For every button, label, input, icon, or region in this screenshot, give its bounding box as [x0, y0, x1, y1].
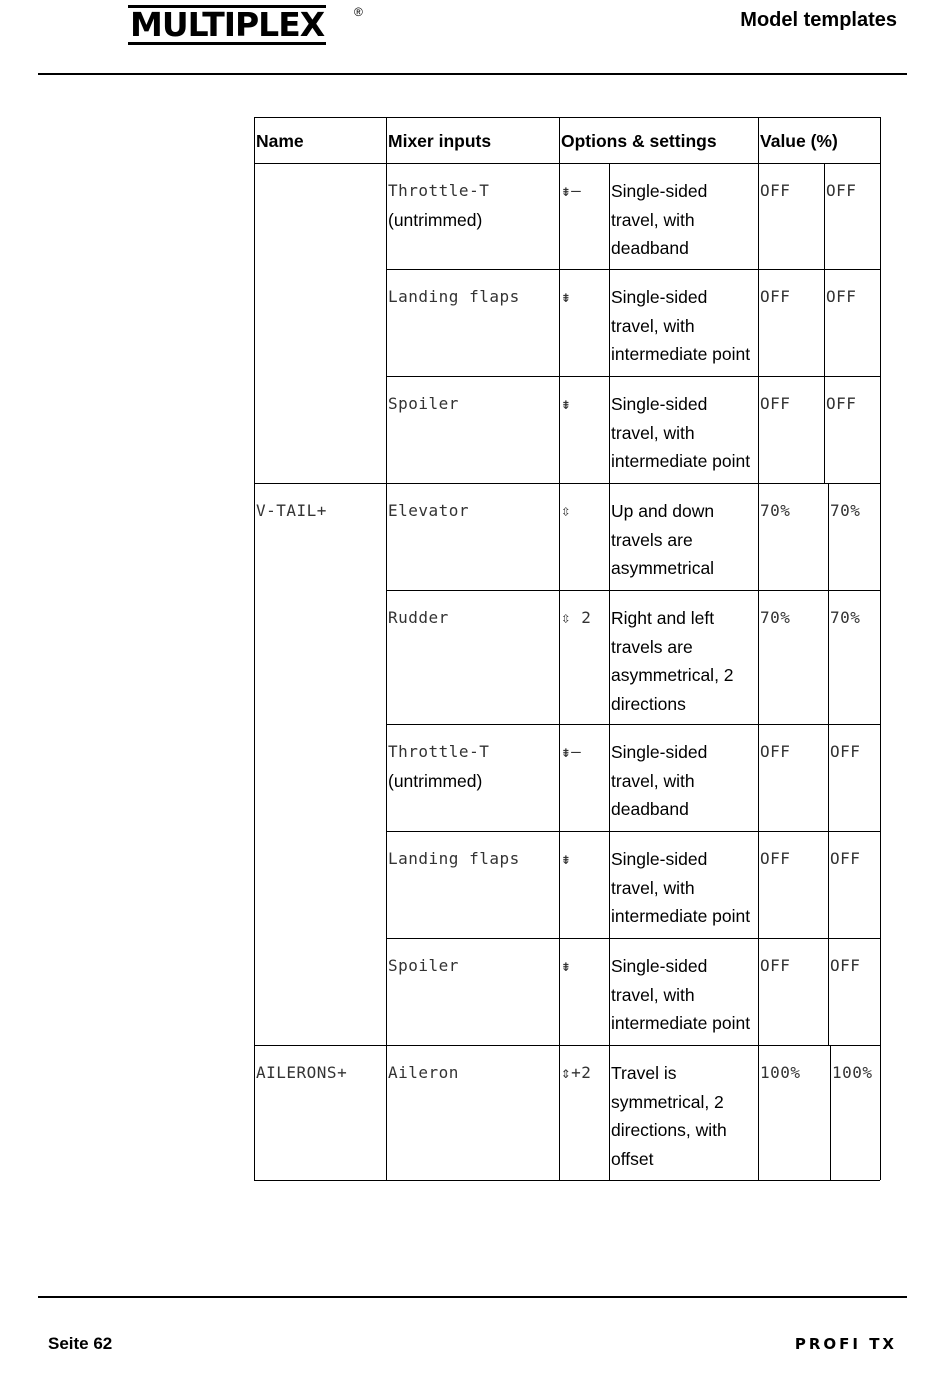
travel-symbol-icon: ⇳ 2 [561, 608, 592, 627]
mixer-input-label: Throttle-T [388, 181, 490, 200]
column-header-options: Options & settings [561, 131, 717, 151]
value-1: 70% [760, 608, 791, 627]
travel-symbol-icon: ⇟ [561, 956, 572, 975]
mixer-input-label: Throttle-T [388, 742, 490, 761]
table-border-top [254, 117, 880, 118]
footer-divider [38, 1296, 907, 1298]
column-header-value: Value (%) [760, 131, 838, 151]
value-1: OFF [760, 181, 791, 200]
value-2: OFF [830, 849, 861, 868]
value-2: OFF [830, 956, 861, 975]
table-border-bottom [254, 1180, 880, 1181]
option-description: Up and down travels are asymmetrical [611, 501, 715, 578]
mixer-input-note: (untrimmed) [388, 209, 483, 230]
mixer-group-name: V-TAIL+ [256, 501, 327, 520]
registered-mark: ® [354, 5, 363, 19]
value-1: OFF [760, 287, 791, 306]
mixer-input-name: Spoiler [388, 394, 459, 413]
travel-symbol-icon: ⇟– [561, 181, 582, 200]
mixer-input-note: (untrimmed) [388, 770, 483, 791]
value-1: 70% [760, 501, 791, 520]
mixer-input-name: Landing flaps [388, 849, 520, 868]
value-2: OFF [830, 742, 861, 761]
mixer-input-name [386, 724, 559, 831]
option-description: Single-sided travel, with intermediate point [611, 287, 751, 364]
travel-symbol-icon: ⇳ [561, 501, 572, 520]
value-2: 70% [830, 501, 861, 520]
option-description: Single-sided travel, with intermediate point [611, 849, 751, 926]
option-description: Right and left travels are asymmetrical, 2 directions [611, 608, 734, 714]
travel-symbol-icon: ⇟ [561, 394, 572, 413]
travel-symbol-icon: ⇟ [561, 849, 572, 868]
value-1: OFF [760, 956, 791, 975]
option-description: Single-sided travel, with intermediate point [611, 394, 751, 471]
mixer-input-name: Rudder [388, 608, 449, 627]
travel-symbol-icon: ⇕+2 [561, 1063, 592, 1082]
multiplex-logo: MULTIPLEX [130, 5, 325, 44]
table-border-left [254, 117, 255, 1180]
table-border-right [880, 117, 881, 1180]
option-description: Single-sided travel, with deadband [611, 742, 708, 819]
page-title: Model templates [740, 9, 897, 31]
travel-symbol-icon: ⇟ [561, 287, 572, 306]
page-number: Seite 62 [48, 1334, 113, 1353]
header-divider [38, 73, 907, 75]
option-description: Travel is symmetrical, 2 directions, with offset [611, 1063, 727, 1169]
mixer-group-name: AILERONS+ [256, 1063, 348, 1082]
value-2: OFF [826, 287, 857, 306]
value-1: 100% [760, 1063, 801, 1082]
value-2: 100% [832, 1063, 873, 1082]
value-1: OFF [760, 742, 791, 761]
option-description: Single-sided travel, with deadband [611, 181, 708, 258]
product-name: PROFI TX [794, 1335, 897, 1353]
column-header-mixer-inputs: Mixer inputs [388, 131, 492, 151]
mixer-input-name [386, 163, 559, 269]
option-description: Single-sided travel, with intermediate point [611, 956, 751, 1033]
travel-symbol-icon: ⇟– [561, 742, 582, 761]
value-2: OFF [826, 394, 857, 413]
value-1: OFF [760, 849, 791, 868]
mixer-input-name: Aileron [388, 1063, 459, 1082]
mixer-input-name: Landing flaps [388, 287, 520, 306]
value-2: 70% [830, 608, 861, 627]
value-2: OFF [826, 181, 857, 200]
mixer-input-name: Elevator [388, 501, 470, 520]
value-1: OFF [760, 394, 791, 413]
column-header-name: Name [256, 131, 304, 151]
mixer-input-name: Spoiler [388, 956, 459, 975]
